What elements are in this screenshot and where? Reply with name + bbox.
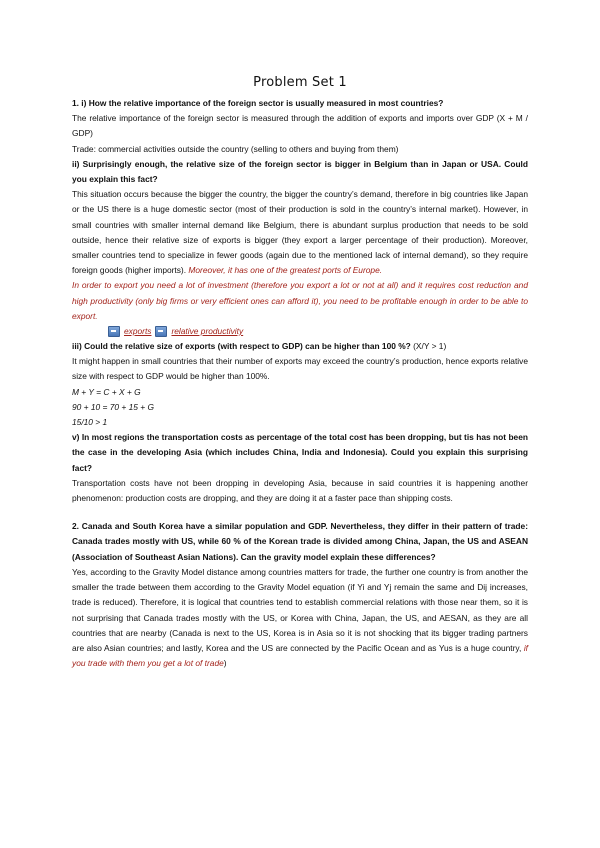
answer-2-highlight: if you trade with them you get a lot of trade [72,642,528,669]
document-page [72,74,528,671]
question-2: 2. Canada and South Korea have a similar population and GDP. Nevertheless, they differ in their pattern of trade: Canada trades mostly with US, while 60 % of the Korean trade is divided among China, Japan, the US and ASEAN (Association of Southeast Asian Nations). Can the gravity model explain these differences? [72,521,528,562]
linked-notes [72,324,528,339]
equation-1: M + Y = C + X + G [72,386,141,397]
link-relative-productivity[interactable]: relative productivity [171,325,244,336]
question-1-iii [72,339,528,354]
page-title: Problem Set 1 [253,75,347,90]
question-1-ii: ii) Surprisingly enough, the relative size of the foreign sector is bigger in Belgium than in Japan or USA. Could you explain this fact? [72,158,528,185]
question-1-iii-condition: (X/Y > 1) [413,341,447,352]
question-1-v: v) In most regions the transportation costs as percentage of the total cost has been dropping, but tis has not been the case in the developing Asia (which includes China, India and Indonesia). Could you explain this surprising fact? [72,432,528,473]
answer-1-ii-highlight: Moreover, it has one of the greatest ports of Europe. [188,265,383,276]
answer-2-text: Yes, according to the Gravity Model distance among countries matters for trade, the further one country is from another the smaller the trade between them according to the Gravity Model equation (if Yi and Yj remain the same and Dij increases, trade is reduced). Therefore, it is logical that countries tend to establish commercial relations with those near them, so it is not surprising that Canada trades mostly with the US, or Korea with China, Japan, the US, and AESAN, as they are all countries that are nearby (Canada is next to the US, Korea is in Asia so it is not shocking that its bigger trading partners are also Asian countries; and lastly, Korea and the US are connected by the Pacific Ocean and as Yus is a huge country, [72,566,528,653]
answer-1-v: Transportation costs have not been dropping in developing Asia, because in said countries it is happening another phenomenon: production costs are dropping, and they are doing it at a faster pace than shipping costs. [72,477,528,504]
answer-1-iii: It might happen in small countries that their number of exports may exceed the country’s production, hence exports relative size with respect to GDP would be higher than 100%. [72,356,528,382]
answer-1-ii [72,187,528,278]
answer-1-ii-text: This situation occurs because the bigger the country, the bigger the country’s demand, therefore in big countries like Japan or the US there is a huge domestic sector (most of their production is sold in the country’s internal market). However, in small countries with smaller internal demand like Belgium, there is abundant surplus production that needs to be sold outside, hence their relative size of exports is bigger (they export a larger percentage of their production). Moreover, smaller countries tend to specialize in fewer goods (again due to the mentioned lack of internal demand), so they require foreign goods (higher imports). [72,189,528,276]
note-link-icon [155,326,167,337]
equation-2: 90 + 10 = 70 + 15 + G [72,401,154,412]
link-exports[interactable]: exports [124,325,152,336]
question-1-iii-bold: iii) Could the relative size of exports (with respect to GDP) can be higher than 100 %? [72,341,411,352]
answer-2 [72,565,528,671]
question-1-i: 1. i) How the relative importance of the foreign sector is usually measured in most countries? [72,98,444,108]
equation-3: 15/10 > 1 [72,417,108,428]
note-link-icon [108,326,120,337]
answer-1-i-measure: The relative importance of the foreign sector is measured through the addition of exports and imports over GDP (X + M / GDP) [72,113,528,139]
answer-2-end: ) [223,658,227,669]
answer-1-ii-note: In order to export you need a lot of investment (therefore you export a lot or not at all) and it requires cost reduction and high productivity (only big firms or very efficient ones can afford it), you need to be profitable enough in order to be able to export. [72,280,528,321]
answer-1-i-trade-definition: Trade: commercial activities outside the country (selling to others and buying from them) [72,143,399,154]
